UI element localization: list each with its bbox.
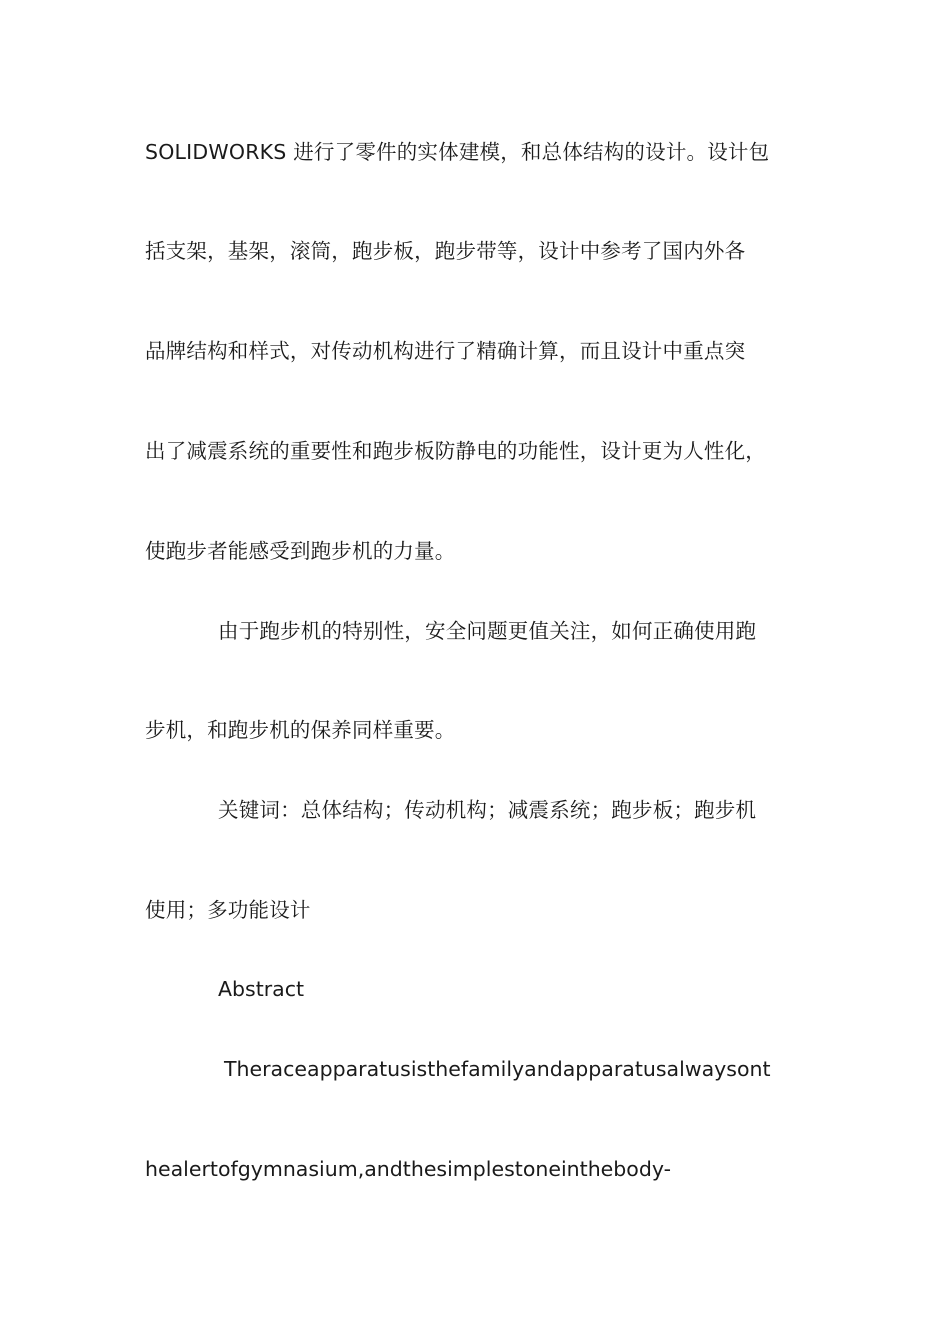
body-text-line: 品牌结构和样式，对传动机构进行了精确计算，而且设计中重点突: [145, 339, 746, 363]
body-text-line: 使跑步者能感受到跑步机的力量。: [145, 539, 456, 563]
body-text-line: 出了减震系统的重要性和跑步板防静电的功能性，设计更为人性化，: [145, 439, 766, 463]
abstract-text-line: Theraceapparatusisthefamilyandapparatusalwaysont: [224, 1057, 771, 1081]
body-text-line: SOLIDWORKS 进行了零件的实体建模，和总体结构的设计。设计包: [145, 140, 770, 164]
abstract-heading: Abstract: [218, 977, 305, 1001]
abstract-text-line: healertofgymnasium,andthesimplestoneinthebody-: [145, 1157, 672, 1181]
body-text-line: 括支架，基架，滚筒，跑步板，跑步带等，设计中参考了国内外各: [145, 239, 746, 263]
body-text-line: 由于跑步机的特别性，安全问题更值关注，如何正确使用跑: [218, 619, 757, 643]
keywords-line: 关键词：总体结构；传动机构；减震系统；跑步板；跑步机: [218, 798, 757, 822]
keywords-line: 使用；多功能设计: [145, 898, 311, 922]
body-text-line: 步机，和跑步机的保养同样重要。: [145, 718, 456, 742]
